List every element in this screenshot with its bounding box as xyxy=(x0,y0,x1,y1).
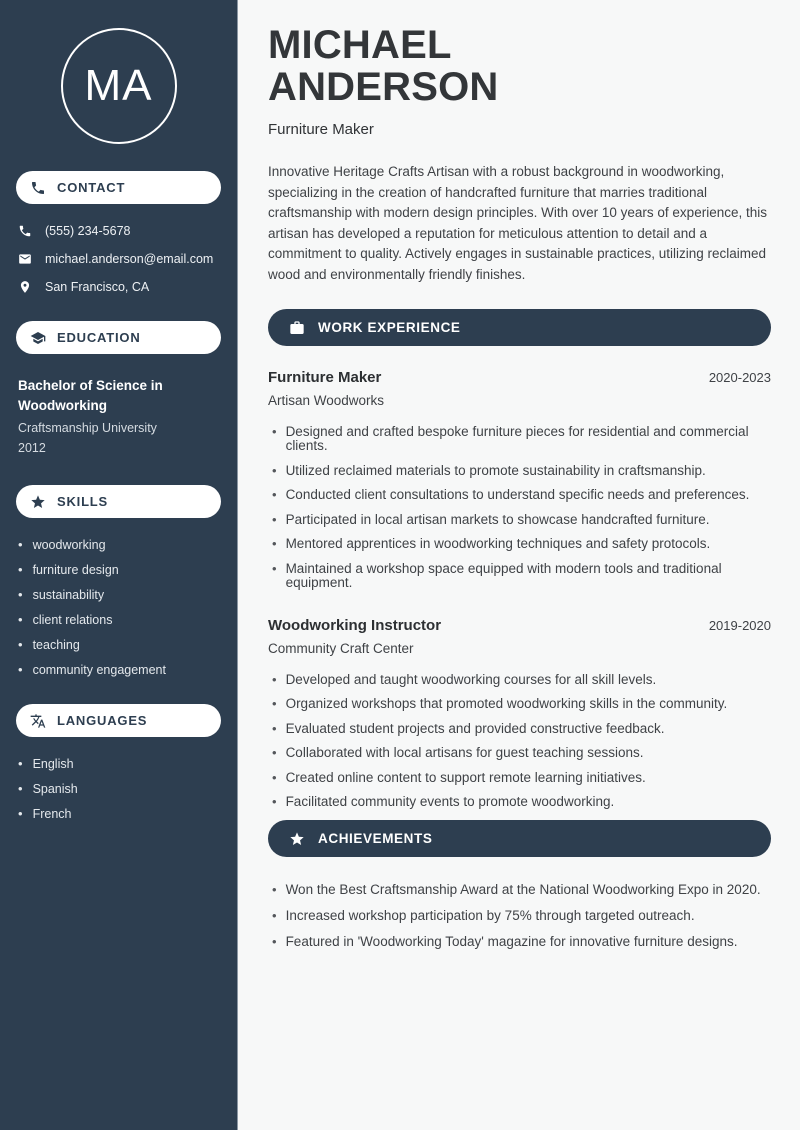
avatar-initials: MA xyxy=(84,61,153,110)
list-item: • furniture design xyxy=(18,563,219,577)
contact-section-title: CONTACT xyxy=(57,180,126,195)
job-role: Woodworking Instructor xyxy=(268,616,442,634)
education-section-header xyxy=(16,321,221,354)
education-degree: Bachelor of Science in Woodworking xyxy=(18,378,163,413)
languages-section-header xyxy=(16,704,221,737)
list-item: • community engagement xyxy=(18,663,219,677)
job-bullet: • Developed and taught woodworking courses for all skill levels. xyxy=(268,673,771,687)
phone-icon xyxy=(18,224,32,238)
job-title-subtitle: Furniture Maker xyxy=(268,121,374,138)
job-dates: 2019-2020 xyxy=(708,617,771,633)
contact-email-value: michael.anderson@email.com xyxy=(45,252,214,266)
professional-summary: Innovative Heritage Crafts Artisan with a robust background in woodworking, specializing in the creation of handcrafted furniture that marries traditional craftsmanship with modern design principles. With over 10 years of experience, this artisan has developed a reputation for meticulous attention to detail and a commitment to quality. Actively engages in sustainable practices, utilizing reclaimed wood and environmentally friendly finishes. xyxy=(268,164,767,282)
last-name: ANDERSON xyxy=(268,65,499,109)
job-bullet: • Conducted client consultations to understand specific needs and preferences. xyxy=(268,488,771,502)
skills-list xyxy=(16,538,221,677)
list-item: • French xyxy=(18,807,219,821)
skills-section-title: SKILLS xyxy=(57,494,109,509)
education-school: Craftsmanship University xyxy=(18,421,157,435)
translate-icon xyxy=(30,713,46,729)
contact-phone-value: (555) 234-5678 xyxy=(45,224,131,238)
languages-list xyxy=(16,757,221,821)
phone-icon xyxy=(30,180,46,196)
job-bullet: • Organized workshops that promoted woodworking skills in the community. xyxy=(268,697,771,711)
location-icon xyxy=(18,280,32,294)
list-item: • client relations xyxy=(18,613,219,627)
list-item: • sustainability xyxy=(18,588,219,602)
email-icon xyxy=(18,252,32,266)
education-section-title: EDUCATION xyxy=(57,330,141,345)
job-company: Community Craft Center xyxy=(268,640,414,656)
job-bullet: • Collaborated with local artisans for guest teaching sessions. xyxy=(268,746,771,760)
contact-phone xyxy=(18,224,219,238)
job-bullet: • Mentored apprentices in woodworking techniques and safety protocols. xyxy=(268,537,771,551)
job-entry xyxy=(268,617,771,810)
achievements-title: ACHIEVEMENTS xyxy=(318,831,433,846)
main-content xyxy=(238,0,800,1130)
work-experience-title: WORK EXPERIENCE xyxy=(318,320,461,335)
list-item: • English xyxy=(18,757,219,771)
sidebar xyxy=(0,0,238,1130)
job-bullet: • Evaluated student projects and provided constructive feedback. xyxy=(268,722,771,736)
job-company: Artisan Woodworks xyxy=(268,393,385,408)
contact-location-value: San Francisco, CA xyxy=(45,280,150,294)
education-year: 2012 xyxy=(18,441,46,455)
job-bullet: • Designed and crafted bespoke furniture pieces for residential and commercial clients. xyxy=(268,425,771,453)
job-bullet: • Facilitated community events to promote woodworking. xyxy=(268,795,771,809)
list-item: • woodworking xyxy=(18,538,219,552)
job-bullet: • Utilized reclaimed materials to promote sustainability in craftsmanship. xyxy=(268,464,771,478)
job-dates: 2020-2023 xyxy=(708,370,771,385)
star-icon xyxy=(289,831,305,847)
job-bullet: • Created online content to support remote learning initiatives. xyxy=(268,771,771,785)
page-title xyxy=(268,24,771,108)
list-item: • Spanish xyxy=(18,782,219,796)
work-experience-header xyxy=(268,309,771,346)
job-bullet: • Maintained a workshop space equipped with modern tools and traditional equipment. xyxy=(268,562,771,590)
star-icon xyxy=(30,494,46,510)
first-name: MICHAEL xyxy=(268,23,452,67)
achievements-header xyxy=(268,820,771,857)
job-entry xyxy=(268,369,771,590)
graduation-cap-icon xyxy=(30,330,46,346)
job-bullet: • Participated in local artisan markets to showcase handcrafted furniture. xyxy=(268,513,771,527)
skills-section-header xyxy=(16,485,221,518)
contact-email xyxy=(18,252,219,266)
achievement-bullet: • Increased workshop participation by 75% through targeted outreach. xyxy=(268,909,771,923)
achievement-bullet: • Won the Best Craftsmanship Award at the National Woodworking Expo in 2020. xyxy=(268,883,771,897)
contact-section-header xyxy=(16,171,221,204)
job-bullet-list xyxy=(268,673,771,810)
job-role: Furniture Maker xyxy=(268,369,382,386)
briefcase-icon xyxy=(289,320,305,336)
avatar xyxy=(61,28,177,144)
languages-section-title: LANGUAGES xyxy=(57,713,148,728)
achievements-list xyxy=(268,883,771,949)
contact-location xyxy=(18,280,219,294)
achievement-bullet: • Featured in 'Woodworking Today' magazine for innovative furniture designs. xyxy=(268,935,771,949)
list-item: • teaching xyxy=(18,638,219,652)
education-entry xyxy=(16,376,221,458)
contact-list xyxy=(16,224,221,294)
job-bullet-list xyxy=(268,425,771,590)
